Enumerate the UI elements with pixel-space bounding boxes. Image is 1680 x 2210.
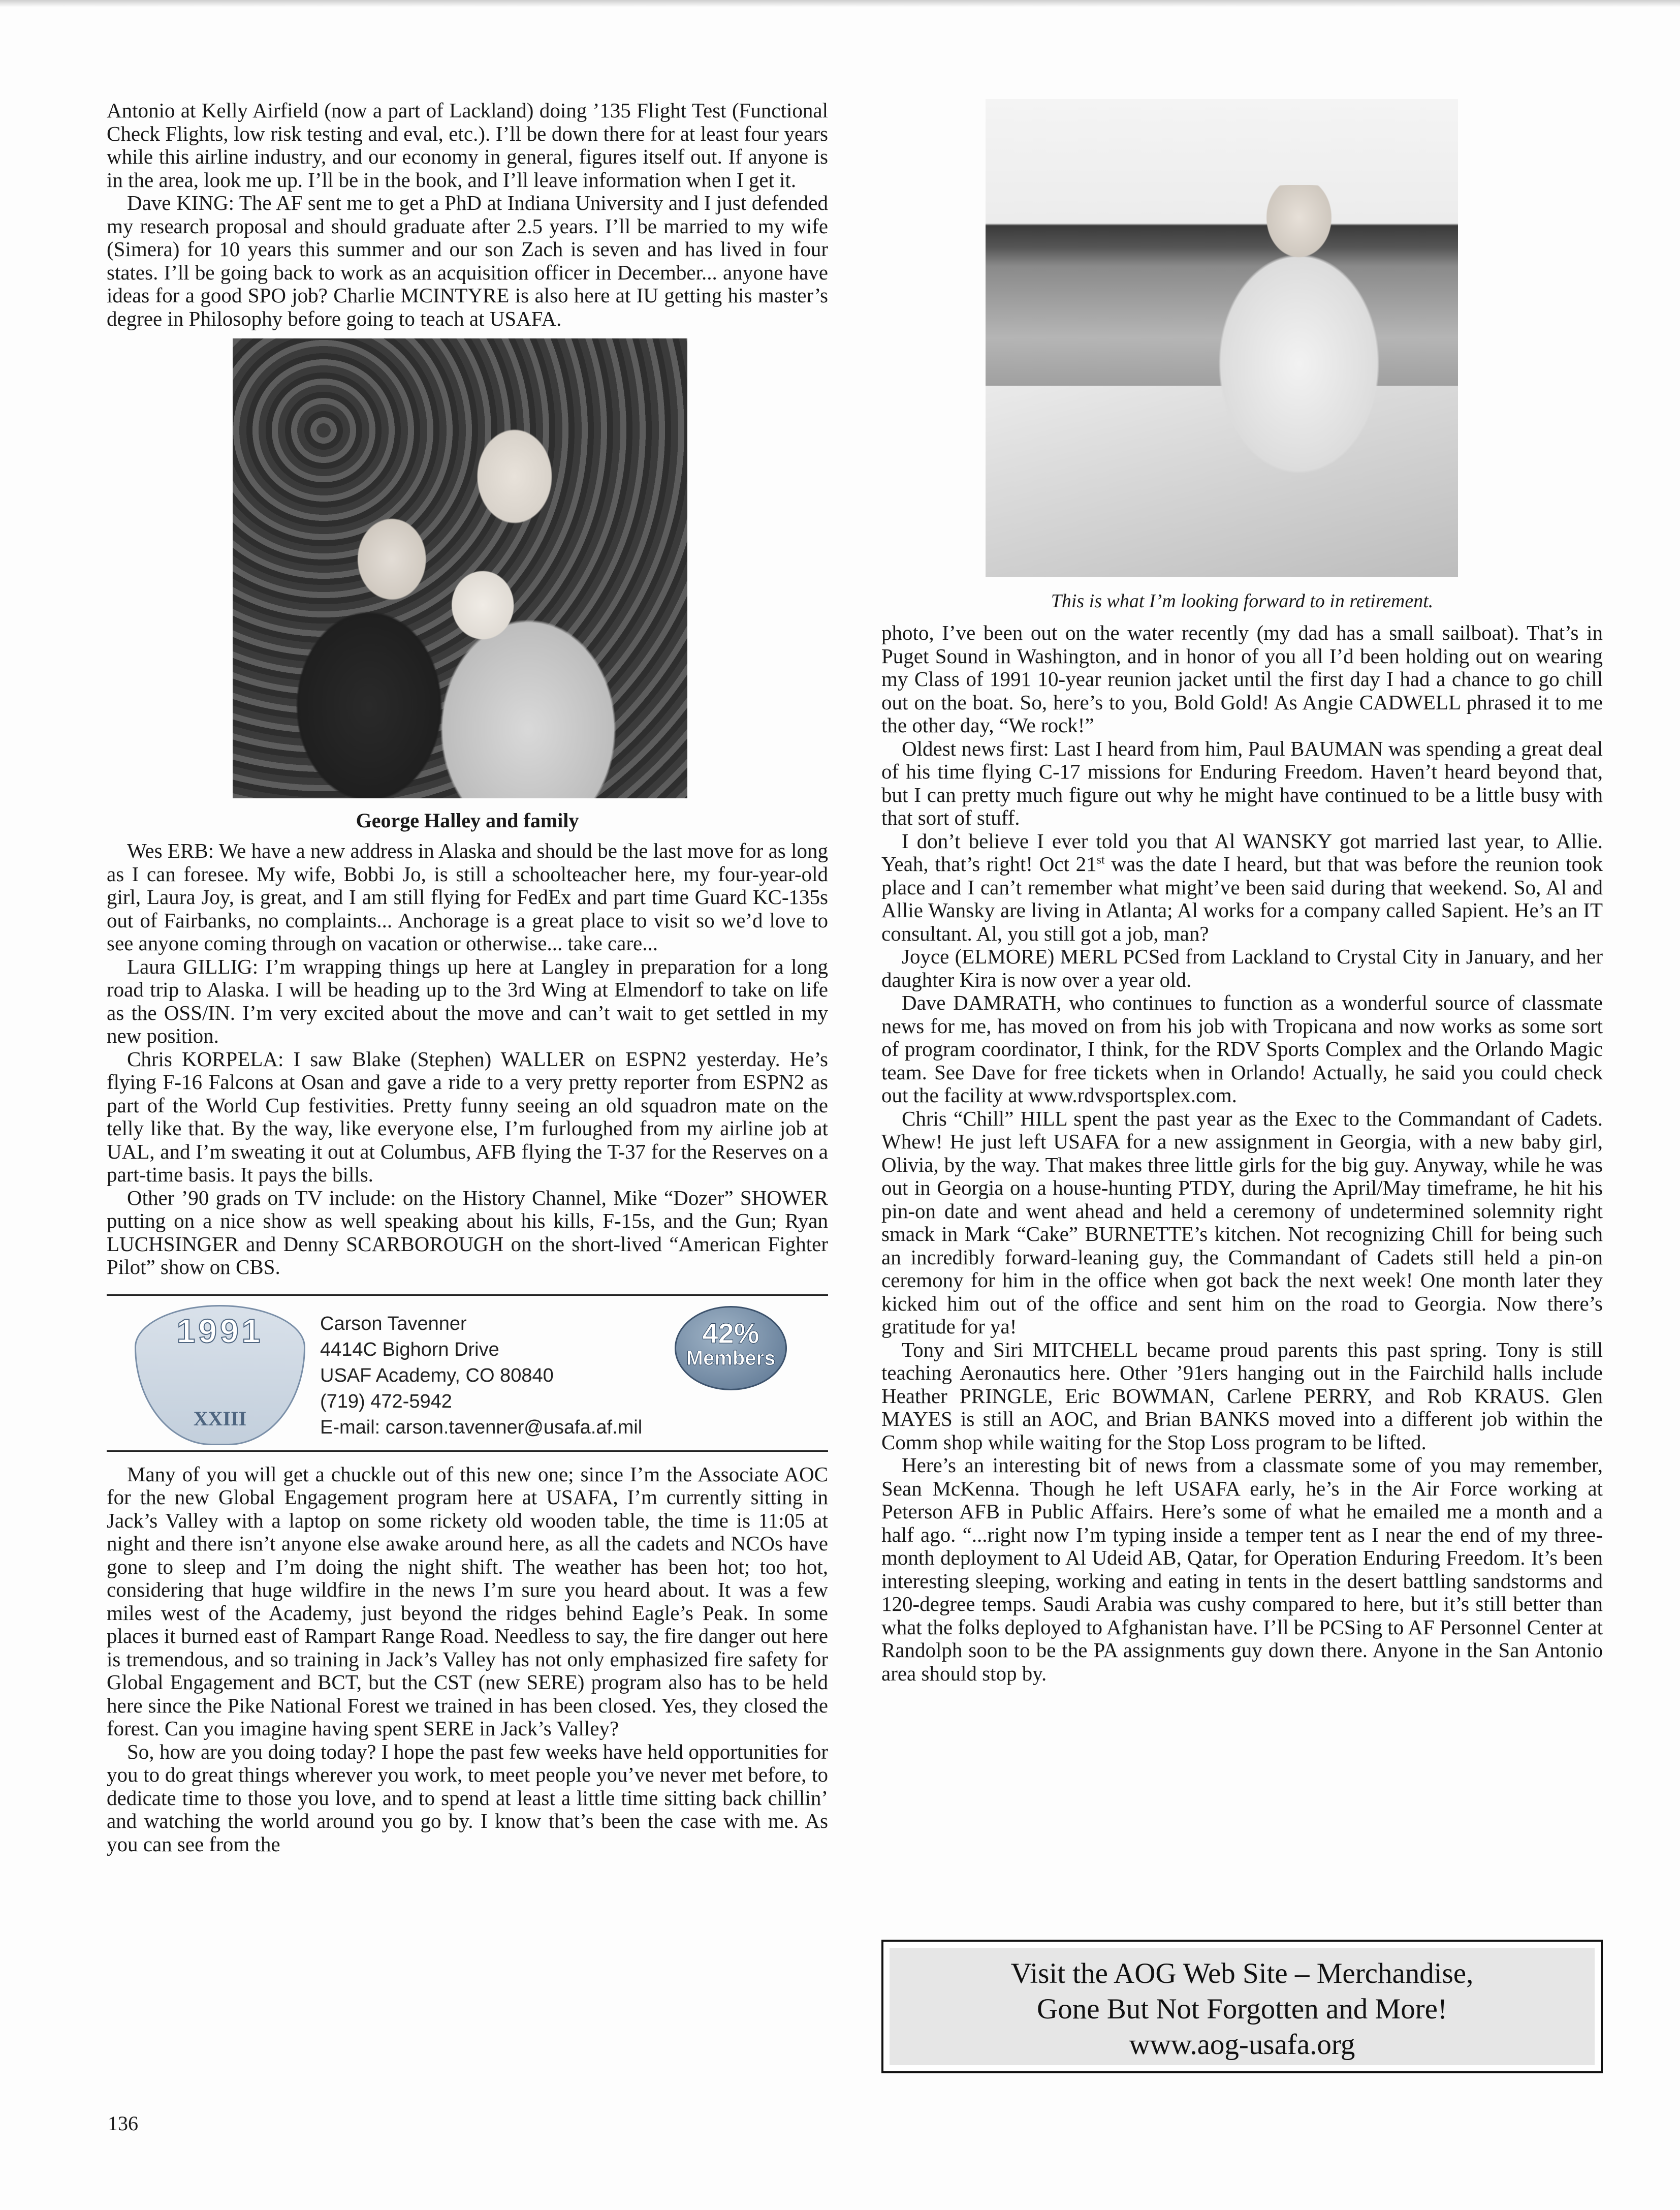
paragraph — [881, 830, 1603, 946]
paragraph: So, how are you doing today? I hope the past few weeks have held opportunities for you to do great things wherever you work, to meet people you’ve never met before, to dedicate time to those you love, and to spend at least a little time sitting back chillin’ and watching the world around you go by. I know that’s been the case with me. As you can see from the — [107, 1739, 828, 1856]
paragraph: Dave DAMRATH, who continues to function as a wonderful source of classmate news for me, has moved on from his job with Tropicana and now works as some sort of program coordinator, I think, for the RDV Sports Complex and the Orlando Magic team. See Dave for free tickets when in Orlando! Actually, he said you could check out the facility at www.rdvsportsplex.com. — [881, 991, 1603, 1107]
left-column — [107, 99, 828, 1856]
contact-email[interactable]: E-mail: carson.tavenner@usafa.af.mil — [320, 1416, 643, 1438]
family-photo — [233, 338, 687, 798]
paragraph: Many of you will get a chuckle out of this new one; since I’m the Associate AOC for the new Global Engagement program here at USAFA, I’m currently sitting in Jack’s Valley with a laptop on some rickety old wooden table, the time is 11:05 at night and there isn’t anyone else awake around here, as all the cadets and NCOs have gone to sleep and I’m doing the night shift. The weather has been hot; too hot, considering that huge wildfire in the news I’m sure you heard about. It was a few miles west of the Academy, just beyond the ridges behind Eagle’s Peak. In some places it burned east of Rampart Range Road. Needless to say, the fire danger out here is tremendous, and so training in Jack’s Valley has not only emphasized fire safety for Global Engagement and BCT, but the CST (new SERE) program also has to be held here since the Pike National Forest we trained in has been closed. Yes, they closed the forest. Can you imagine having spent SERE in Jack’s Valley? — [107, 1462, 828, 1740]
text-run: was the date I heard, but that was before the reunion took place and I can’t remember what might’ve been said during that weekend. So, Al and Allie Wansky are living in Atlanta; Al works for a company called Sapient. He’s an IT consultant. Al, you still got a job, man? — [881, 852, 1603, 945]
contact-address-line2: USAF Academy, CO 80840 — [320, 1364, 554, 1386]
paragraph: Tony and Siri MITCHELL became proud parents this past spring. Tony is still teaching Aeronautics here. Other ’91ers hanging out in the Fairchild halls include Heather PRINGLE, Eric BOWMAN, Carlene PERRY, and Rob KRAUS. Glen MAYES is still an AOC, and Brian BANKS moved into a different job within the Comm shop while waiting for the Stop Loss program to be lifted. — [881, 1337, 1603, 1454]
advert-background — [890, 1948, 1595, 2065]
paragraph: Chris “Chill” HILL spent the past year as the Exec to the Commandant of Cadets. Whew! He just left USAFA for a new assignment in Georgia, with a new baby girl, Olivia, by the way. That makes three little girls for the big guy. Anyway, while he was out in Georgia on a house-hunting PTDY, during the April/May timeframe, he hit his pin-on date and went ahead and held a ceremony of undetermined solemnity right smack in Mark “Cake” BURNETTE’s kitchen. Not recognizing Chill for being such an incredibly forward-leaning guy, the Commandant of Cadets still held a pin-on ceremony for him in the office when got back the next week! One month later they kicked him out of the office and sent him on the road to Georgia. Now there’s gratitude for ya! — [881, 1106, 1603, 1338]
advert-line: Visit the AOG Web Site – Merchandise, — [1010, 1957, 1474, 1989]
crest-class-number: XXIII — [193, 1407, 247, 1430]
paragraph: Here’s an interesting bit of news from a classmate some of you may remember, Sean McKenna. Though he left USAFA early, he’s in the Air Force working at Peterson AFB in Public Affairs. Here’s some of what he emailed me a month and a half ago. “...right now I’m typing inside a temper tent as I near the end of my three-month deployment to Al Udeid AB, Qatar, for Operation Enduring Freedom. It’s been interesting sleeping, working and eating in tents in the desert battling sandstorms and 120-degree temps. Saudi Arabia was cushy compared to here, but it’s still better than what the folks deployed to Afghanistan have. I’ll be PCSing to AF Personnel Center at Randolph soon to be the PA assignments guy down there. Anyone in the San Antonio area should stop by. — [881, 1453, 1603, 1685]
page-number: 136 — [108, 2112, 138, 2135]
crest-year: 1991 — [176, 1312, 264, 1350]
boat-photo — [986, 99, 1458, 577]
class-crest — [135, 1305, 305, 1445]
contact-details — [320, 1311, 642, 1441]
paragraph: Other ’90 grads on TV include: on the History Channel, Mike “Dozer” SHOWER putting on a nice show as well speaking about his kills, F-15s, and the Gun; Ryan LUCHSINGER and Denny SCARBOROUGH on the short-lived “American Fighter Pilot” show on CBS. — [107, 1186, 828, 1279]
members-label: Members — [686, 1347, 776, 1369]
paragraph: Laura GILLIG: I’m wrapping things up here at Langley in preparation for a long road trip to Alaska. I will be heading up to the 3rd Wing at Elmendorf to take on life as the OSS/IN. I’m very excited about the move and can’t wait to get settled in my new position. — [107, 954, 828, 1047]
right-column — [881, 99, 1603, 1685]
members-badge — [675, 1306, 787, 1390]
paragraph: Wes ERB: We have a new address in Alaska and should be the last move for as long as I can foresee. My wife, Bobbi Jo, is still a schoolteacher here, my four-year-old girl, Laura Joy, is great, and I am still flying for FedEx and part time Guard KC-135s out of Fairbanks, no complaints... Anchorage is a great place to visit so we’d love to see anyone coming through on vacation or otherwise... take care... — [107, 839, 828, 955]
section-divider — [107, 1294, 828, 1296]
aog-advert-box — [881, 1940, 1603, 2073]
paragraph: Dave KING: The AF sent me to get a PhD at Indiana University and I just defended my research proposal and should graduate after 2.5 years. I’ll be married to my wife (Simera) for 10 years this summer and our son Zach is seven and has lived in four states. I’ll be going back to work as an acquisition officer in December... anyone have ideas for a good SPO job? Charlie MCINTYRE is also here at IU getting his master’s degree in Philosophy before going to teach at USAFA. — [107, 191, 828, 330]
contact-phone: (719) 472-5942 — [320, 1390, 452, 1412]
paragraph: Antonio at Kelly Airfield (now a part of Lackland) doing ’135 Flight Test (Functional Check Flights, low risk testing and eval, etc.). I’ll be down there for at least four years while this airline industry, and our economy in general, figures itself out. If anyone is in the area, look me up. I’ll be in the book, and I’ll leave information when I get it. — [107, 99, 828, 192]
ordinal-suffix: st — [1096, 853, 1105, 867]
section-divider — [107, 1450, 828, 1452]
members-percent: 42% — [702, 1317, 759, 1349]
paragraph: Chris KORPELA: I saw Blake (Stephen) WALLER on ESPN2 yesterday. He’s flying F-16 Falcons at Osan and gave a ride to a very pretty reporter from ESPN2 as part of the World Cup festivities. Pretty funny seeing an old squadron mate on the telly like that. By the way, like everyone else, I’m furloughed from my airline job at UAL, and I’m sweating it out at Columbus, AFB flying the T-37 for the Reserves on a part-time basis. It pays the bills. — [107, 1047, 828, 1186]
photo-caption: This is what I’m looking forward to in retirement. — [1051, 590, 1434, 612]
text-run: I don’t believe I ever told you that Al WANSKY got married last year, to Allie. Yeah, that’s right! Oct 21 — [881, 829, 1603, 876]
paragraph: photo, I’ve been out on the water recently (my dad has a small sailboat). That’s in Puget Sound in Washington, and in honor of you all I’d been holding out on wearing my Class of 1991 10-year reunion jacket until the first day I had a chance to go chill out on the boat. So, here’s to you, Bold Gold! As Angie CADWELL phrased it to me the other day, “We rock!” — [881, 621, 1603, 737]
photo-caption: George Halley and family — [356, 809, 579, 832]
page-top-edge — [0, 0, 1680, 7]
paragraph: Oldest news first: Last I heard from him, Paul BAUMAN was spending a great deal of his time flying C-17 missions for Enduring Freedom. Haven’t heard beyond that, but I can pretty much figure out why he might have continued to be a little busy with that sort of stuff. — [881, 736, 1603, 829]
contact-name: Carson Tavenner — [320, 1313, 467, 1334]
paragraph: Joyce (ELMORE) MERL PCSed from Lackland to Crystal City in January, and her daughter Kira is now over a year old. — [881, 945, 1603, 991]
advert-url[interactable]: www.aog-usafa.org — [1129, 2029, 1355, 2061]
contact-address-line1: 4414C Bighorn Drive — [320, 1339, 499, 1360]
man-in-boat — [1208, 185, 1390, 510]
class-contact-block — [107, 1301, 828, 1443]
advert-line: Gone But Not Forgotten and More! — [1037, 1993, 1447, 2025]
